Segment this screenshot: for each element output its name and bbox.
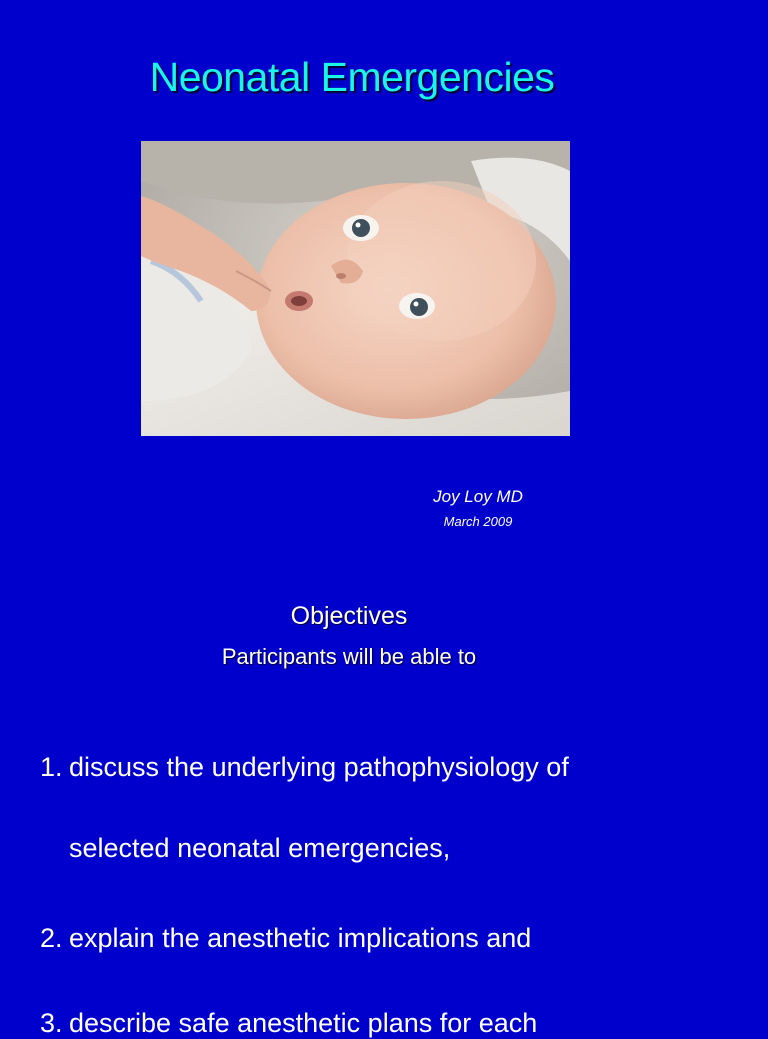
objectives-heading: Objectives <box>290 602 408 630</box>
presentation-date: March 2009 <box>443 514 513 529</box>
objective-number: 3. <box>40 1008 63 1038</box>
objective-text: discuss the underlying pathophysiology of <box>69 752 569 782</box>
objective-item-1 <box>40 752 740 783</box>
objective-number: 1. <box>40 752 63 782</box>
objective-item-1-continued: selected neonatal emergencies, <box>69 833 451 863</box>
objective-text: describe safe anesthetic plans for each <box>69 1008 538 1038</box>
objectives-subheading: Participants will be able to <box>221 644 477 669</box>
objective-text: explain the anesthetic implications and <box>69 923 532 953</box>
slide-title: Neonatal Emergencies <box>149 54 555 100</box>
objective-number: 2. <box>40 923 63 953</box>
objective-item-2 <box>40 923 740 954</box>
newborn-baby-illustration <box>141 141 570 436</box>
author-name: Joy Loy MD <box>433 487 523 506</box>
newborn-photo <box>141 141 570 436</box>
